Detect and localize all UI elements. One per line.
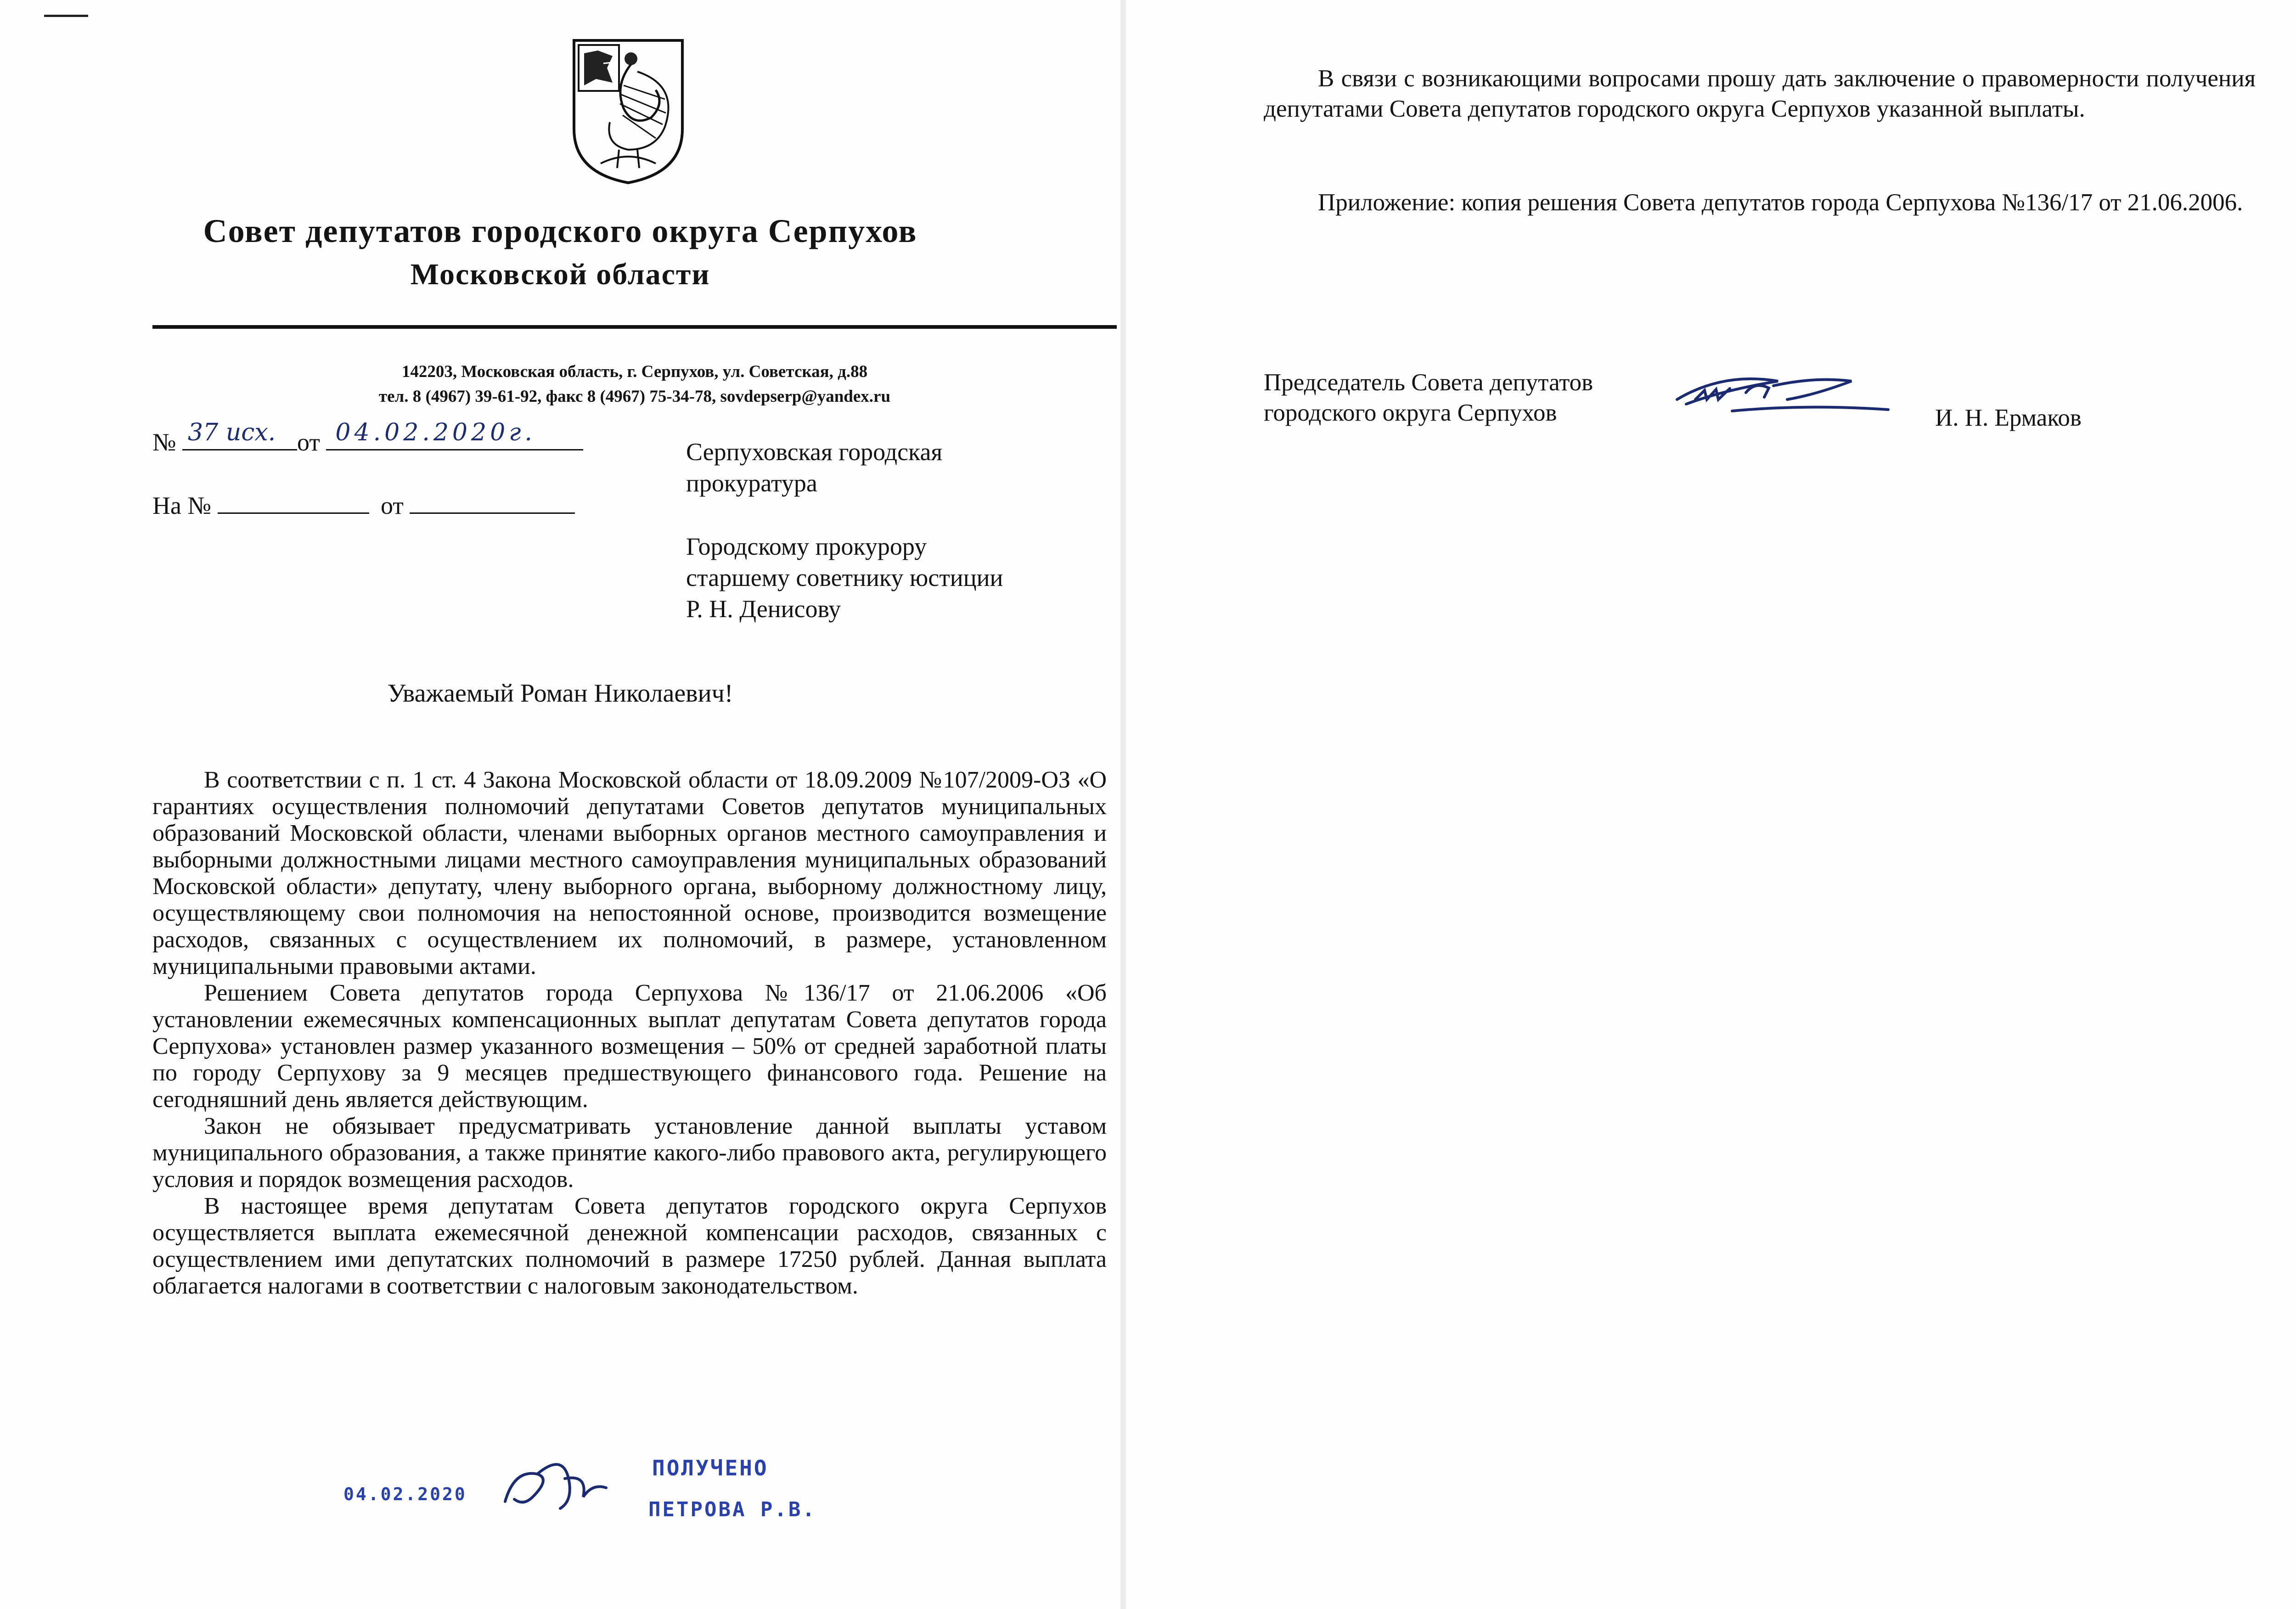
signer-title-line-2: городского округа Серпухов xyxy=(1264,399,1557,426)
attachment-paragraph: Приложение: копия решения Совета депутатов города Серпухова №136/17 от 21.06.2006. xyxy=(1318,189,2243,216)
body-paragraph: В соответствии с п. 1 ст. 4 Закона Московской области от 18.09.2009 №107/2009-ОЗ «О гарантиях осуществления полномочий депутатами Советов депутатов муниципальных образований Московской области, членами выборных органов местного самоуправления и выборными должностными лицами местного самоуправления муниципальных образований Московской области» депутату, члену выборного органа, выборному должностному лицу, осуществляющему свои полномочия на непостоянной основе, производится возмещение расходов, связанных с осуществлением их полномочий, в размере, установленном муниципальными правовыми актами. xyxy=(152,767,1107,979)
stamp-date: 04.02.2020 xyxy=(343,1484,467,1504)
recipient-line-1: Серпуховская городская xyxy=(686,438,943,466)
date-handwritten: 04.02.2020г. xyxy=(335,419,536,446)
outgoing-reference xyxy=(152,419,612,456)
body-paragraph: В настоящее время депутатам Совета депутатов городского округа Серпухов осуществляется выплата ежемесячной денежной компенсации расходов, связанных с осуществлением ими депутатских полномочий в размере 17250 рублей. Данная выплата облагается налогами в соответствии с налоговым законодательством. xyxy=(152,1193,1107,1299)
reply-reference xyxy=(152,491,612,520)
from-label: от xyxy=(297,428,320,456)
letter-body xyxy=(152,767,1107,1300)
stamp-receiver: ПЕТРОВА Р.В. xyxy=(648,1498,816,1521)
greeting: Уважаемый Роман Николаевич! xyxy=(387,679,733,708)
org-name: Совет депутатов городского округа Серпухов xyxy=(203,213,917,249)
reply-number-prefix: На № xyxy=(152,492,211,519)
number-field xyxy=(182,419,297,450)
header-divider xyxy=(152,325,1117,329)
reply-date-field xyxy=(410,494,575,514)
org-contacts: тел. 8 (4967) 39-61-92, факс 8 (4967) 75-34-78, sovdepserp@yandex.ru xyxy=(378,387,891,406)
reply-from-label: от xyxy=(381,492,404,519)
signer-title xyxy=(1264,367,1593,428)
recipient-line-5: Р. Н. Денисову xyxy=(686,595,841,623)
letter-page-1 xyxy=(0,0,1120,1609)
org-region: Московской области xyxy=(410,258,710,291)
number-handwritten: 37 исх. xyxy=(188,419,276,446)
body-paragraph: Решением Совета депутатов города Серпухова №136/17 от 21.06.2006 «Об установлении ежемесячных компенсационных выплат депутатам Совета депутатов города Серпухова» установлен размер указанного возмещения – 50% от средней заработной платы по городу Серпухову за 9 месяцев предшествующего финансового года. Решение на сегодняшний день является действующим. xyxy=(152,980,1107,1113)
request-paragraph: В связи с возникающими вопросами прошу дать заключение о правомерности получения депутатами Совета депутатов городского округа Серпухов указанной выплаты. xyxy=(1264,65,2256,122)
recipient-line-4: старшему советнику юстиции xyxy=(686,564,1003,591)
recipient-line-3: Городскому прокурору xyxy=(686,533,927,560)
signer-name: И. Н. Ермаков xyxy=(1935,405,2082,431)
serpukhov-coat-of-arms-icon xyxy=(568,35,688,186)
stamp-status: ПОЛУЧЕНО xyxy=(652,1456,769,1480)
recipient-line-2: прокуратура xyxy=(686,469,817,497)
letter-page-2 xyxy=(1126,0,2296,1609)
signer-title-line-1: Председатель Совета депутатов xyxy=(1264,369,1593,396)
body-paragraph: Закон не обязывает предусматривать установление данной выплаты уставом муниципального образования, а также принятие какого-либо правового акта, регулирующего условия и порядок возмещения расходов. xyxy=(152,1113,1107,1193)
org-address: 142203, Московская область, г. Серпухов, ул. Советская, д.88 xyxy=(401,362,868,381)
number-prefix: № xyxy=(152,428,176,456)
scan-mark xyxy=(44,15,88,17)
recipient-office xyxy=(686,436,1099,499)
handwritten-signature-icon xyxy=(1668,367,1897,432)
recipient-person xyxy=(686,531,1099,624)
reply-number-field xyxy=(218,494,369,514)
date-field xyxy=(326,419,583,450)
receiver-signature-icon xyxy=(496,1446,615,1515)
